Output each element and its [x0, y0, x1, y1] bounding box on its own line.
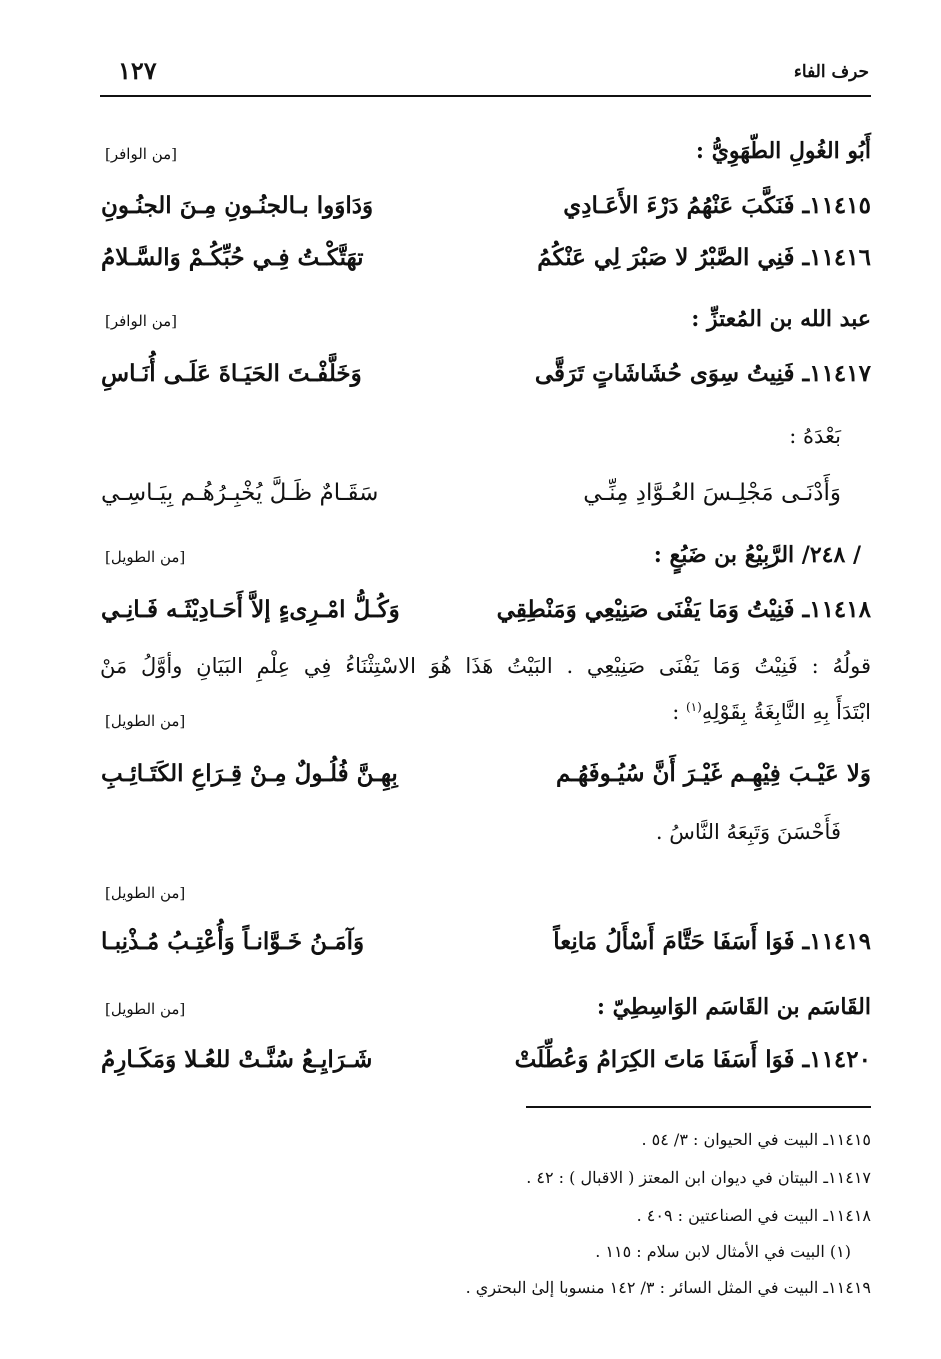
footnote: (١) البيت في الأمثال لابن سلام : ١١٥ . — [595, 1242, 851, 1261]
meter-label: [من الطويل] — [105, 1000, 186, 1018]
verse-11415 — [101, 192, 871, 236]
commentary-line: فَأَحْسَنَ وَتَبِعَهُ النَّاسُ . — [655, 820, 841, 844]
hemistich-second: بِهِـنَّ فُلُـولٌ مِـنْ قِـرَاعِ الكَتَـائِـبِ — [101, 760, 398, 787]
hemistich-second: شَـرَايِـعُ سُنَّـتْ للعُـلا وَمَكَـارِمُ — [101, 1046, 373, 1073]
hemistich-first: ١١٤١٦ـ فَنِي الصَّبْرُ لا صَبْرَ لِي عَنْكُمُ — [537, 244, 871, 271]
commentary-line — [672, 700, 871, 724]
hemistich-second: وَخَلَّفْـتَ الحَيَـاةَ عَلَـى أُنَـاسِ — [101, 360, 362, 387]
running-head: حرف الفاء — [793, 62, 869, 82]
verse-11420 — [101, 1046, 871, 1090]
meter-label: [من الطويل] — [105, 712, 186, 730]
meter-label: [من الطويل] — [105, 548, 186, 566]
commentary-line: قولُهُ : فَنِيْتُ وَمَا يَفْنَى صَنِيْعِي . البَيْتُ هَذَا هُوَ الاسْتِثْنَاءُ فِي عِلْمِ البَيَانِ وأوَّلُ مَنْ — [100, 654, 871, 678]
hemistich-second: وَدَاوَوا بـالجنُـونِ مِـنَ الجنُـونِ — [101, 192, 374, 219]
meter-label: [من الطويل] — [105, 884, 186, 902]
poet-heading: القَاسَم بن القَاسَم الوَاسِطِيّ : — [596, 994, 871, 1020]
poet-heading: عبد الله بن المُعتزِّ : — [691, 306, 871, 332]
hemistich-first: وَأَدْنَـى مَجْلِـسَ العُـوَّادِ مِنِّـي — [583, 480, 841, 506]
hemistich-first: وَلا عَيْـبَ فِيْهِـم غَيْـرَ أَنَّ سُيُـوفَهُـم — [556, 760, 871, 787]
hemistich-second: وَآمَـنُ خَـوَّانـاً وَأُعْتِـبُ مُـذْنِبـا — [101, 928, 365, 955]
commentary-text: ابْتَدَأَ بِهِ النَّابِغَةُ بِقَوْلِهِ — [701, 700, 871, 724]
header-rule — [100, 95, 871, 97]
verse-11416 — [101, 244, 871, 288]
hemistich-first: ١١٤٢٠ـ فَوَا أَسَفَا مَاتَ الكِرَامُ وَعُطِّلَتْ — [514, 1046, 871, 1073]
continuation-label: بَعْدَهُ : — [789, 424, 841, 448]
verse-11417 — [101, 360, 871, 404]
meter-label: [من الوافر] — [105, 145, 178, 163]
verse-11419 — [101, 928, 871, 972]
hemistich-first: ١١٤١٨ـ فَنِيْتُ وَمَا يَفْنَى صَنِيْعِي وَمَنْطِقِي — [496, 596, 871, 623]
hemistich-first: ١١٤١٧ـ فَنِيتُ سِوَى حُشَاشَاتٍ تَرَقَّى — [534, 360, 871, 387]
verse-11418 — [101, 596, 871, 640]
footnote: ١١٤١٩ـ البيت في المثل السائر : ٣/ ١٤٢ منسوبا إلىٰ البحتري . — [465, 1278, 871, 1297]
meter-label: [من الوافر] — [105, 312, 178, 330]
poet-heading: أَبُو الغُولِ الطّهَوِيُّ : — [695, 138, 871, 164]
footnote-marker: (١) — [685, 700, 702, 714]
verse-continuation — [101, 480, 871, 524]
hemistich-second: تهَتَّكْـتُ فِـي حُبِّكُـمْ وَالسَّـلامُ — [101, 244, 364, 271]
page-number: ١٢٧ — [118, 56, 157, 85]
commentary-colon: : — [672, 700, 686, 724]
footnote: ١١٤١٨ـ البيت في الصناعتين : ٤٠٩ . — [636, 1206, 871, 1225]
footnote-rule — [526, 1106, 871, 1108]
hemistich-second: وَكُـلُّ امْـرِىءٍ إلاَّ أَحَـادِيْثَـه فَـانِـي — [101, 596, 400, 623]
poet-heading: / ٢٤٨/ الرَّبِيْعُ بن ضَبُعٍ : — [653, 542, 861, 568]
hemistich-first: ١١٤١٥ـ فَنَكَّبَ عَنْهُمُ دَرْءَ الأَعَـادِي — [563, 192, 871, 219]
hemistich-first: ١١٤١٩ـ فَوَا أَسَفَا حَتَّامَ أَسْأَلُ مَانِعاً — [553, 928, 871, 955]
footnote: ١١٤١٥ـ البيت في الحيوان : ٣/ ٥٤ . — [641, 1130, 871, 1149]
verse-nabigha — [101, 760, 871, 804]
hemistich-second: سَقَـامٌ ظَـلَّ يُخْبِـرُهُـم بِيَـاسِـي — [101, 480, 379, 506]
footnote: ١١٤١٧ـ البيتان في ديوان ابن المعتز ( الاقبال ) : ٤٢ . — [526, 1168, 871, 1187]
